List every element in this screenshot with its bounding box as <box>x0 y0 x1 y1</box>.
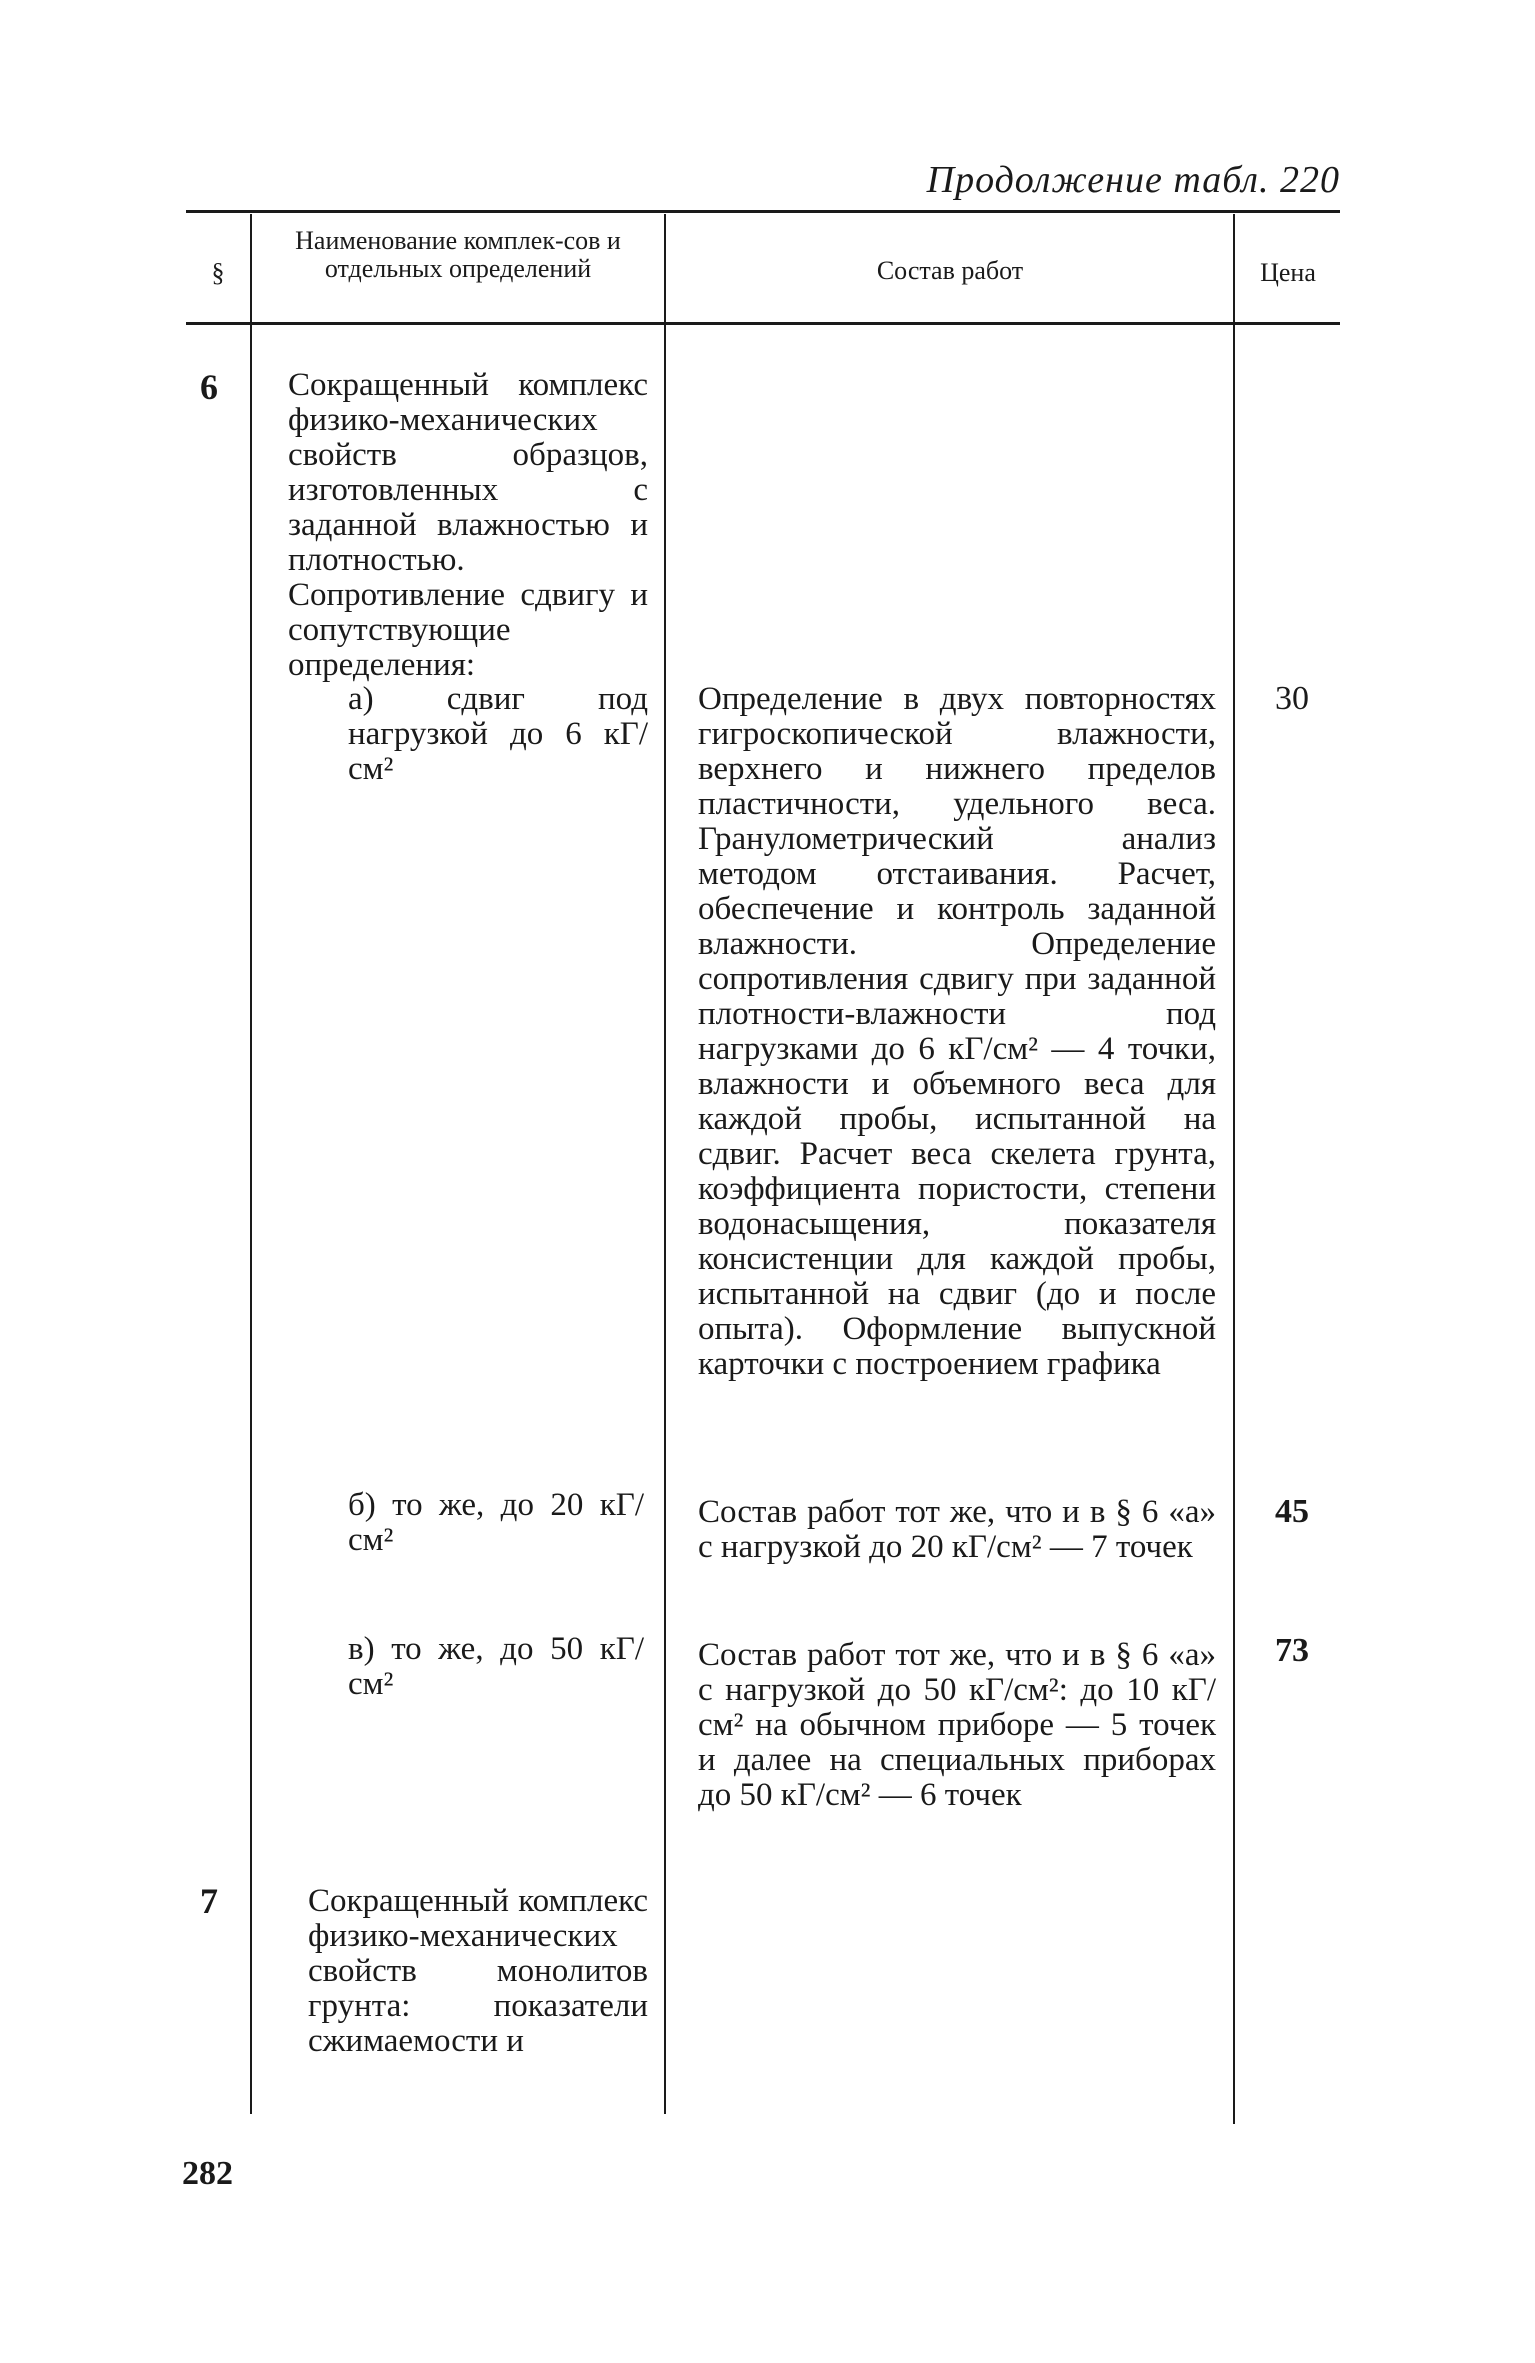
column-rule-3 <box>1233 214 1235 2124</box>
row-6-section: 6 <box>200 367 218 407</box>
row-6a-label: а) сдвиг под нагрузкой до 6 кГ/см² <box>348 681 648 787</box>
column-rule-2 <box>664 214 666 2114</box>
row-6-name: Сокращенный комплекс физико-механических свойств образцов, изготовленных с заданной влажностью и плотностью. Сопротивление сдвигу и сопутствующие определения: <box>288 367 648 683</box>
header-works: Состав работ <box>876 256 1024 285</box>
row-6b-label: б) то же, до 20 кГ/см² <box>348 1487 644 1558</box>
row-7-name: Сокращенный комплекс физико-механических свойств монолитов грунта: показатели сжимаемости и <box>308 1883 648 2059</box>
header-section: § <box>211 258 225 287</box>
header-top-rule <box>186 210 1340 213</box>
header-price: Цена <box>1260 258 1316 287</box>
row-6a-works: Определение в двух повторностях гигроскопической влажности, верхнего и нижнего пределов пластичности, удельного веса. Гранулометрический анализ методом отстаивания. Расчет, обеспечение и контроль заданной влажности. Определение сопротивления сдвигу при заданной плотности-влажности под нагрузками до 6 кГ/см² — 4 точки, влажности и объемного веса для каждой пробы, испытанной на сдвиг. Расчет веса скелета грунта, коэффициента пористости, степени водонасыщения, показателя консистенции для каждой пробы, испытанной на сдвиг (до и после опыта). Оформление выпускной карточки с построением графика <box>698 681 1216 1382</box>
header-name: Наименование комплек-сов и отдельных определений <box>295 226 621 283</box>
row-7-section: 7 <box>200 1881 218 1921</box>
row-6c-works: Состав работ тот же, что и в § 6 «а» с нагрузкой до 50 кГ/см²: до 10 кГ/см² на обычном приборе — 5 точек и далее на специальных приборах до 50 кГ/см² — 6 точек <box>698 1637 1216 1813</box>
row-6a-price: 30 <box>1275 680 1309 717</box>
column-rule-1 <box>250 214 252 2114</box>
row-6b-works: Состав работ тот же, что и в § 6 «а» с нагрузкой до 20 кГ/см² — 7 точек <box>698 1494 1216 1565</box>
row-6c-price: 73 <box>1275 1632 1309 1669</box>
table-caption: Продолжение табл. 220 <box>926 159 1340 201</box>
row-6b-price: 45 <box>1275 1493 1309 1530</box>
header-bottom-rule <box>186 322 1340 325</box>
row-6c-label: в) то же, до 50 кГ/см² <box>348 1631 644 1702</box>
page-number: 282 <box>182 2155 233 2192</box>
